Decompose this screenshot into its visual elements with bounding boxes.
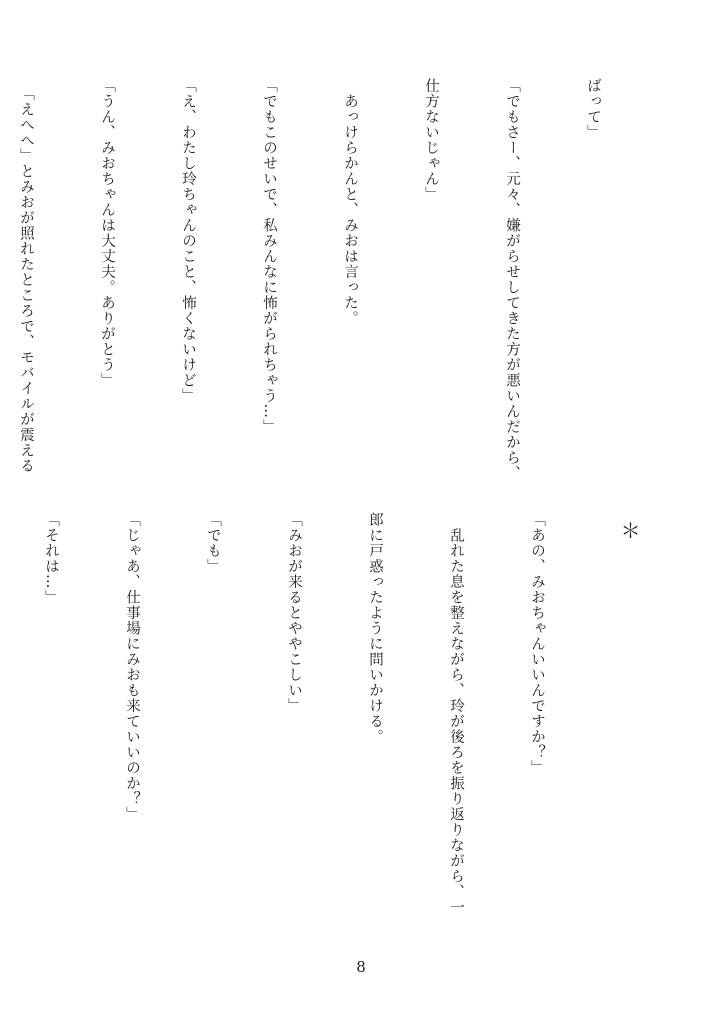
text-line: 「うん、みおちゃんは大丈夫。ありがとう」 [99, 78, 115, 388]
text-line: 「え、わたし玲ちゃんのこと、怖くないけど」 [180, 78, 196, 404]
text-line: 「えへへ」とみおが照れたところで、モバイルが震える [18, 78, 34, 474]
section-separator: ＊ [617, 520, 641, 540]
text-line: 郎に戸惑ったように問いかける。 [367, 512, 383, 745]
text-line: 「じゃあ、仕事場にみおも来ていいのか？」 [124, 512, 140, 822]
text-line: 「でもさー、元々、嫌がらせしてきた方が悪いんだから、 [504, 78, 520, 481]
page-number: 8 [356, 958, 366, 976]
text-line: 仕方ないじゃん」 [423, 78, 439, 202]
text-line: 「みおが来るとややこしい」 [286, 512, 302, 714]
text-block-bottom [0, 512, 604, 952]
text-block-top [0, 78, 660, 498]
text-line: ばって」 [585, 78, 601, 140]
text-line: 「でもこのせいで、私みんなに怖がられちゃう…」 [261, 78, 277, 435]
text-line: 乱れた息を整えながら、玲が後ろを振り返りながら、一 [448, 512, 464, 915]
text-line: 「あの、みおちゃんいいんですか？」 [529, 512, 545, 776]
text-line: 「でも」 [205, 512, 221, 574]
text-line: 「それは…」 [43, 512, 59, 605]
text-line: あっけらかんと、みおは言った。 [342, 78, 358, 326]
